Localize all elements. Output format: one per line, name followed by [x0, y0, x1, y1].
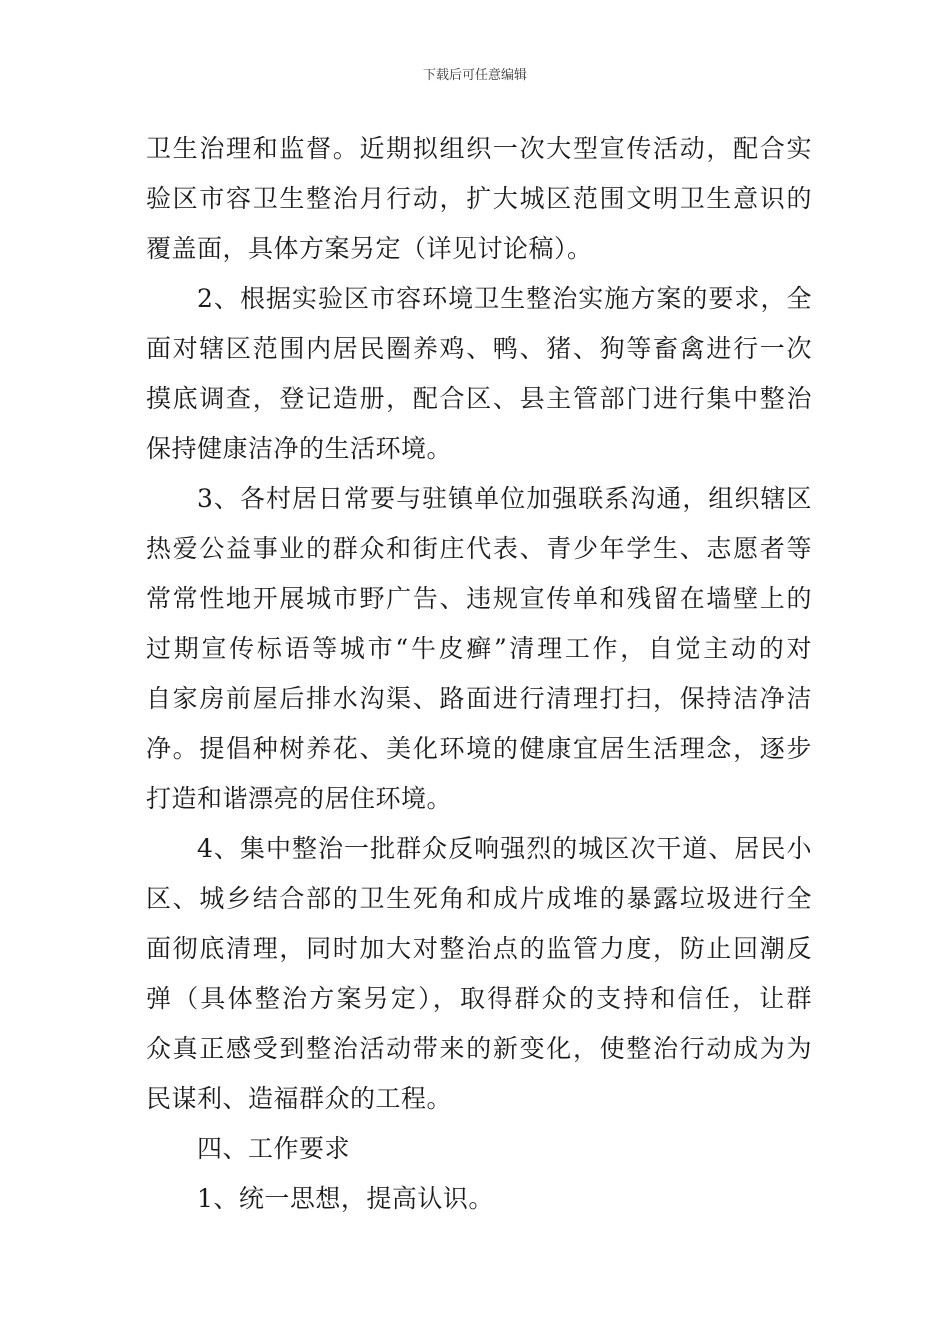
header-note: 下载后可任意编辑	[422, 68, 527, 83]
text-line: 净。提倡种树养花、美化环境的健康宜居生活理念，逐步	[146, 734, 812, 763]
text-line: 区、城乡结合部的卫生死角和成片成堆的暴露垃圾进行全	[146, 884, 812, 913]
text-line: 面彻底清理，同时加大对整治点的监管力度，防止回潮反	[146, 934, 812, 963]
text-line: 弹（具体整治方案另定），取得群众的支持和信任，让群	[146, 984, 812, 1013]
text-line: 常常性地开展城市野广告、违规宣传单和残留在墙壁上的	[146, 584, 812, 613]
paragraph-start-line: 3、各村居日常要与驻镇单位加强联系沟通，组织辖区	[197, 484, 812, 513]
document-body	[146, 124, 812, 1224]
text-line: 自家房前屋后排水沟渠、路面进行清理打扫，保持洁净洁	[146, 684, 812, 713]
text-line: 面对辖区范围内居民圈养鸡、鸭、猪、狗等畜禽进行一次	[146, 334, 812, 363]
paragraph-start-line: 2、根据实验区市容环境卫生整治实施方案的要求，全	[197, 284, 812, 313]
text-line: 覆盖面，具体方案另定（详见讨论稿）。	[146, 234, 593, 263]
text-line: 打造和谐漂亮的居住环境。	[146, 784, 453, 813]
text-line: 验区市容卫生整治月行动，扩大城区范围文明卫生意识的	[146, 184, 812, 213]
section-heading: 四、工作要求	[197, 1134, 351, 1163]
paragraph-start-line: 4、集中整治一批群众反响强烈的城区次干道、居民小	[197, 834, 812, 863]
subsection-heading: 1、统一思想，提高认识。	[197, 1184, 494, 1213]
text-line: 卫生治理和监督。近期拟组织一次大型宣传活动，配合实	[146, 134, 812, 163]
text-line: 热爱公益事业的群众和街庄代表、青少年学生、志愿者等	[146, 534, 812, 563]
text-line: 民谋利、造福群众的工程。	[146, 1084, 453, 1113]
text-line: 摸底调查，登记造册，配合区、县主管部门进行集中整治	[146, 384, 812, 413]
text-line: 保持健康洁净的生活环境。	[146, 434, 453, 463]
text-line: 过期宣传标语等城市“牛皮癣”清理工作，自觉主动的对	[146, 634, 812, 663]
text-line: 众真正感受到整治活动带来的新变化，使整治行动成为为	[146, 1034, 812, 1063]
